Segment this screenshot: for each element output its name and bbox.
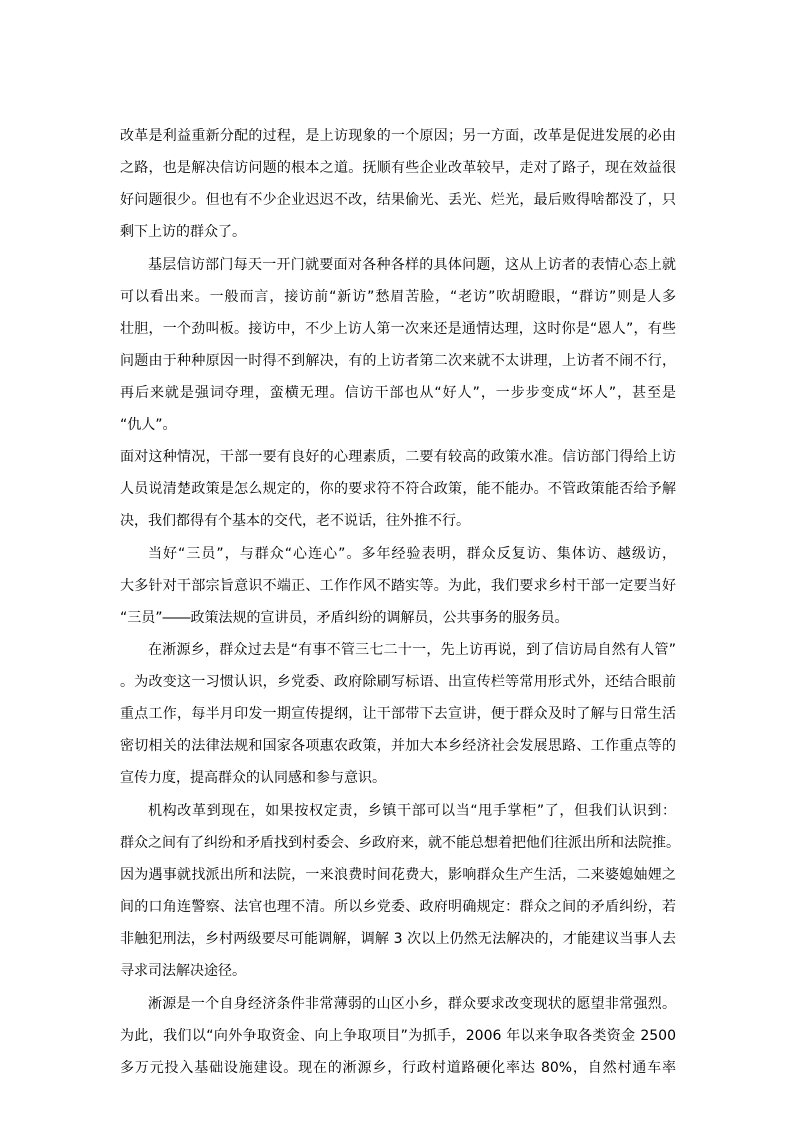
text-line: 因为遇事就找派出所和法院，一来浪费时间花费大，影响群众生产生活，二来婆媳妯娌之 (120, 867, 676, 883)
text-line: 群众之间有了纠纷和矛盾找到村委会、乡政府来，就不能总想着把他们往派出所和法院推。 (120, 835, 680, 851)
text-line: 重点工作，每半月印发一期宣传提纲，让干部带下去宣讲，便于群众及时了解与日常生活 (120, 706, 676, 722)
text-line: “仇人”。 (120, 417, 177, 433)
text-line: 在淅源乡，群众过去是“有事不管三七二十一，先上访再说，到了信访局自然有人管” (148, 642, 676, 658)
text-line: 壮胆，一个劲叫板。接访中，不少上访人第一次来还是通情达理，这时你是“恩人”，有些 (120, 321, 676, 337)
text-line: 问题由于种种原因一时得不到解决，有的上访者第二次来就不太讲理，上访者不闹不行， (120, 353, 676, 369)
text-line: 多万元投入基础设施建设。现在的淅源乡，行政村道路硬化率达 80%，自然村通车率 (120, 1060, 676, 1076)
text-line: 好问题很少。但也有不少企业迟迟不改，结果偷光、丢光、烂光，最后败得啥都没了，只 (120, 192, 676, 208)
text-line: 面对这种情况，干部一要有良好的心理素质，二要有较高的政策水准。信访部门得给上访 (120, 449, 676, 465)
text-line: 大多针对干部宗旨意识不端正、工作作风不踏实等。为此，我们要求乡村干部一定要当好 (120, 578, 676, 594)
text-line: 再后来就是强词夺理，蛮横无理。信访干部也从“好人”，一步步变成“坏人”，甚至是 (120, 385, 676, 401)
text-line: “三员”――政策法规的宣讲员，矛盾纠纷的调解员，公共事务的服务员。 (120, 610, 569, 626)
text-line: 剩下上访的群众了。 (120, 224, 246, 240)
text-line: 当好“三员”，与群众“心连心”。多年经验表明，群众反复访、集体访、越级访， (148, 546, 676, 562)
text-line: 之路，也是解决信访问题的根本之道。抚顺有些企业改革较早，走对了路子，现在效益很 (120, 160, 676, 176)
text-line: 可以看出来。一般而言，接访前“新访”愁眉苦脸，“老访”吹胡瞪眼，“群访”则是人多 (120, 289, 676, 305)
text-line: 非触犯刑法，乡村两级要尽可能调解，调解 3 次以上仍然无法解决的，才能建议当事人去 (120, 931, 676, 947)
text-line: 宣传力度，提高群众的认同感和参与意识。 (120, 770, 386, 786)
text-line: 机构改革到现在，如果按权定责，乡镇干部可以当“甩手掌柜”了，但我们认识到： (148, 803, 676, 819)
text-line: 为此，我们以“向外争取资金、向上争取项目”为抓手，2006 年以来争取各类资金 2500 (120, 1028, 676, 1044)
text-line: 寻求司法解决途径。 (120, 963, 246, 979)
text-line: 改革是利益重新分配的过程，是上访现象的一个原因；另一方面，改革是促进发展的必由 (120, 128, 676, 144)
text-line: 间的口角连警察、法官也理不清。所以乡党委、政府明确规定：群众之间的矛盾纠纷，若 (120, 899, 676, 915)
text-line: 基层信访部门每天一开门就要面对各种各样的具体问题，这从上访者的表情心态上就 (148, 257, 676, 273)
text-line: 。为改变这一习惯认识，乡党委、政府除刷写标语、出宣传栏等常用形式外，还结合眼前 (120, 674, 676, 690)
text-line: 决，我们都得有个基本的交代，老不说话，往外推不行。 (120, 513, 470, 529)
text-line: 淅源是一个自身经济条件非常薄弱的山区小乡，群众要求改变现状的愿望非常强烈。 (148, 996, 676, 1012)
text-line: 密切相关的法律法规和国家各项惠农政策，并加大本乡经济社会发展思路、工作重点等的 (120, 738, 676, 754)
text-line: 人员说清楚政策是怎么规定的，你的要求符不符合政策，能不能办。不管政策能否给予解 (120, 481, 676, 497)
